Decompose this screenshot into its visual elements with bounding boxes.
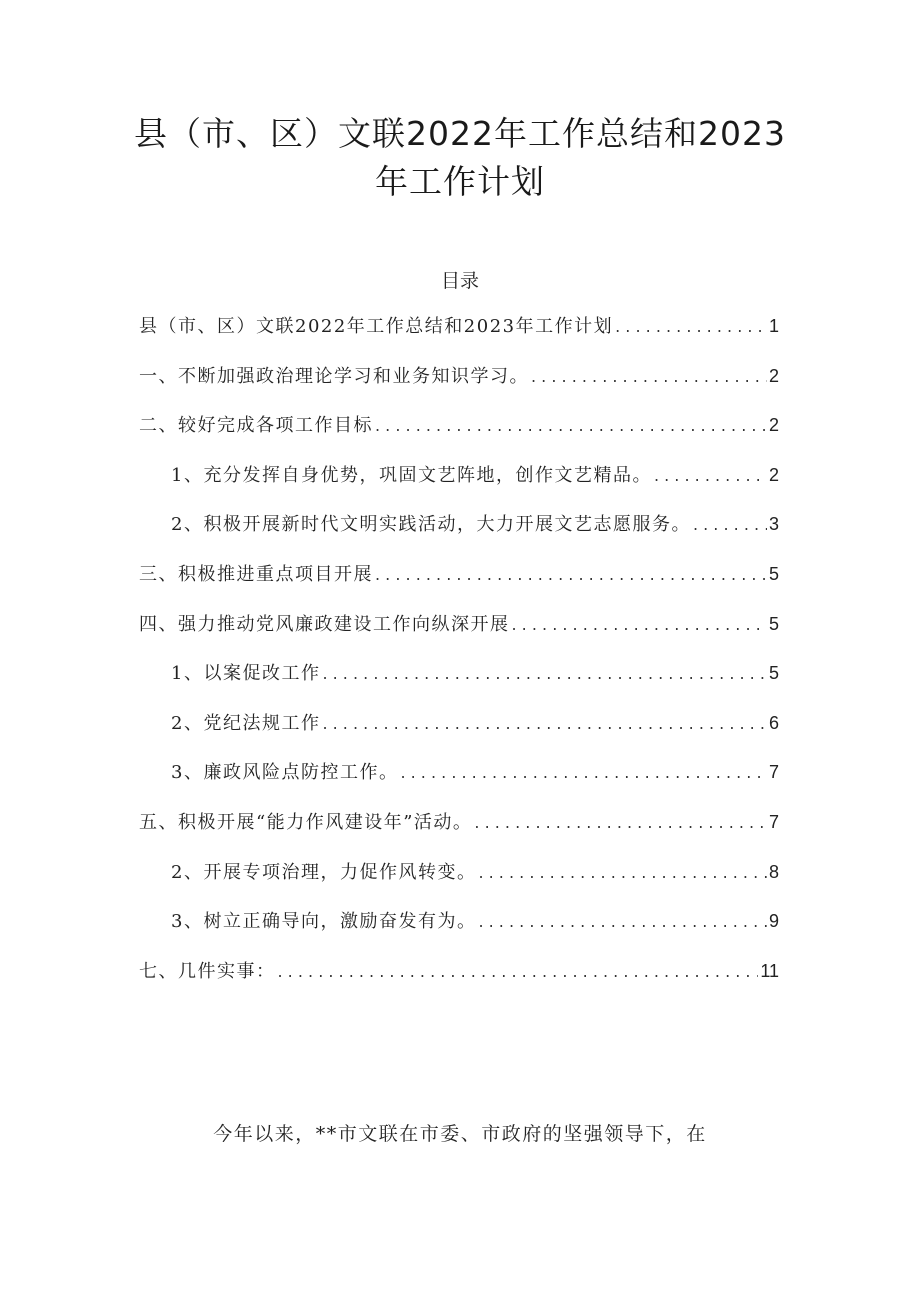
toc-entry-text: 一、不断加强政治理论学习和业务知识学习。 <box>139 365 529 387</box>
toc-entry[interactable] <box>139 610 779 660</box>
toc-entry[interactable] <box>139 560 779 610</box>
toc-dot-leader <box>531 367 767 386</box>
toc-dot-leader <box>375 416 767 435</box>
toc-page-number: 1 <box>768 316 779 336</box>
toc-entry[interactable] <box>139 411 779 461</box>
toc-subentry[interactable] <box>139 858 779 908</box>
toc-entry[interactable] <box>139 808 779 858</box>
toc-subentry[interactable] <box>139 510 779 560</box>
toc-subentry[interactable] <box>139 758 779 808</box>
toc-page-number: 8 <box>768 861 779 882</box>
toc-entry-text: 七、几件实事： <box>139 960 276 982</box>
toc-dot-leader <box>615 317 767 336</box>
body-paragraph-first-line: 今年以来，**市文联在市委、市政府的坚强领导下，在 <box>213 1123 707 1145</box>
document-title-line-2: 年工作计划 <box>375 162 545 201</box>
toc-dot-leader <box>322 664 767 683</box>
toc-subentry[interactable] <box>139 709 779 759</box>
toc-page-number: 5 <box>768 613 779 634</box>
toc-dot-leader <box>474 813 767 832</box>
toc-dot-leader <box>322 714 767 733</box>
toc-page-number: 5 <box>768 563 779 584</box>
toc-entry-text: 3、树立正确导向，激励奋发有为。 <box>171 911 477 933</box>
toc-dot-leader <box>400 763 767 782</box>
toc-page-number: 7 <box>768 811 779 832</box>
toc-entry-text: 县（市、区）文联2022年工作总结和2023年工作计划 <box>139 316 614 337</box>
document-title-line-1: 县（市、区）文联2022年工作总结和2023 <box>134 114 786 153</box>
toc-page-number: 6 <box>768 712 779 733</box>
toc-entry-text: 2、开展专项治理，力促作风转变。 <box>171 861 477 883</box>
toc-dot-leader <box>693 515 767 534</box>
toc-page-number: 2 <box>768 365 779 386</box>
toc-page-number: 7 <box>768 762 779 783</box>
toc-dot-leader <box>278 962 759 981</box>
toc-entry-text: 2、党纪法规工作 <box>171 712 321 734</box>
toc-entry[interactable] <box>139 362 779 412</box>
toc-entry-text: 1、以案促改工作 <box>171 663 321 685</box>
toc-page-number: 2 <box>768 464 779 485</box>
toc-page-number: 2 <box>768 415 779 436</box>
toc-heading: 目录 <box>440 270 479 292</box>
toc-entry-text: 四、强力推动党风廉政建设工作向纵深开展 <box>139 613 510 635</box>
toc-entry-text: 五、积极开展“能力作风建设年”活动。 <box>139 811 473 833</box>
toc-dot-leader <box>478 912 767 931</box>
toc-dot-leader <box>654 466 767 485</box>
toc-entry-text: 2、积极开展新时代文明实践活动，大力开展文艺志愿服务。 <box>171 514 691 536</box>
toc-entry-text: 三、积极推进重点项目开展 <box>139 563 373 585</box>
toc-entry-text: 3、廉政风险点防控工作。 <box>171 762 399 784</box>
toc-entry-text: 1、充分发挥自身优势，巩固文艺阵地，创作文艺精品。 <box>171 464 652 486</box>
toc-entry[interactable] <box>139 312 779 362</box>
toc-entry[interactable] <box>139 957 779 1007</box>
toc-subentry[interactable] <box>139 659 779 709</box>
toc-page-number: 9 <box>768 911 779 932</box>
table-of-contents <box>139 312 779 1006</box>
toc-subentry[interactable] <box>139 461 779 511</box>
toc-entry-text: 二、较好完成各项工作目标 <box>139 415 373 437</box>
toc-dot-leader <box>512 615 767 634</box>
toc-subentry[interactable] <box>139 907 779 957</box>
toc-page-number: 3 <box>768 514 779 535</box>
toc-page-number: 5 <box>768 663 779 684</box>
toc-dot-leader <box>478 863 767 882</box>
toc-dot-leader <box>375 565 767 584</box>
toc-page-number: 11 <box>760 960 779 981</box>
